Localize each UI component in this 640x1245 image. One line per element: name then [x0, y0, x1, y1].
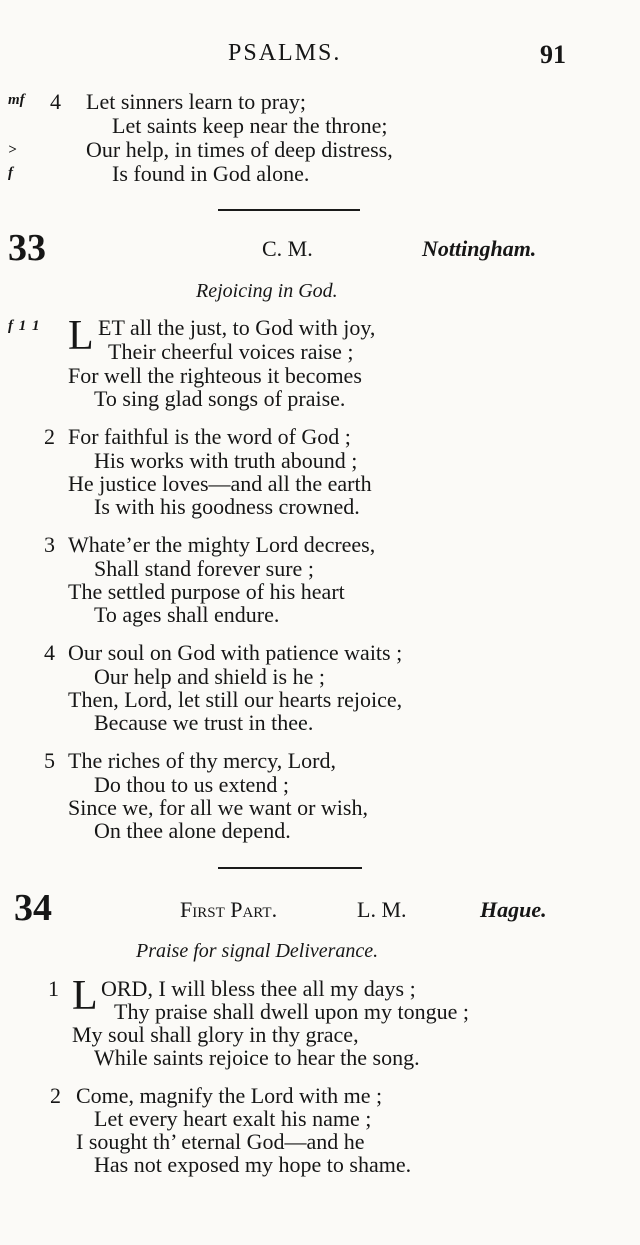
tune-name: Nottingham. — [422, 236, 537, 261]
verse-line: Our help, in times of deep distress, — [86, 137, 393, 162]
verse-number: 4 — [44, 640, 55, 665]
verse-line: While saints rejoice to hear the song. — [94, 1045, 420, 1070]
section-rule — [218, 209, 360, 211]
verse-line: He justice loves—and all the earth — [68, 471, 372, 496]
verse-line: Our soul on God with patience waits ; — [68, 640, 403, 665]
verse-line: Because we trust in thee. — [94, 710, 314, 735]
verse-line: To ages shall endure. — [94, 602, 280, 627]
verse-number: 4 — [50, 89, 61, 114]
verse-line: His works with truth abound ; — [94, 448, 358, 473]
verse-line: For faithful is the word of God ; — [68, 424, 351, 449]
dynamic-mark: > — [8, 142, 17, 158]
dynamic-mark: mf — [8, 92, 25, 108]
verse-line: Then, Lord, let still our hearts rejoice, — [68, 687, 403, 712]
drop-cap: L — [68, 313, 94, 359]
verse-number: 1 — [48, 976, 59, 1001]
verse-line: Is found in God alone. — [112, 161, 310, 186]
verse-number: 5 — [44, 748, 55, 773]
hymn-subtitle: Praise for signal Deliverance. — [136, 940, 379, 962]
verse-line: The settled purpose of his heart — [68, 579, 345, 604]
verse-line: My soul shall glory in thy grace, — [72, 1022, 359, 1047]
verse-line: Let sinners learn to pray; — [86, 89, 306, 114]
verse-line: Thy praise shall dwell upon my tongue ; — [114, 999, 469, 1024]
verse-line: Since we, for all we want or wish, — [68, 795, 368, 820]
verse-line: Do thou to us extend ; — [94, 772, 289, 797]
verse-line: Shall stand forever sure ; — [94, 556, 314, 581]
verse-line: For well the righteous it becomes — [68, 363, 362, 388]
verse-line: Come, magnify the Lord with me ; — [76, 1083, 383, 1108]
verse-line: ORD, I will bless thee all my days ; — [101, 976, 416, 1001]
dynamic-mark: f 1 1 — [8, 318, 41, 334]
verse-line: Let every heart exalt his name ; — [94, 1106, 372, 1131]
drop-cap: L — [72, 973, 98, 1019]
section-rule — [218, 867, 362, 869]
hymn-meter: C. M. — [262, 236, 313, 261]
verse-number: 2 — [50, 1083, 61, 1108]
verse-number: 2 — [44, 424, 55, 449]
running-head: PSALMS. — [228, 40, 342, 66]
verse-line: Is with his goodness crowned. — [94, 494, 360, 519]
hymn-subtitle: Rejoicing in God. — [196, 280, 338, 302]
verse-line: On thee alone depend. — [94, 818, 291, 843]
verse-number: 3 — [44, 532, 55, 557]
verse-line: I sought th’ eternal God—and he — [76, 1129, 365, 1154]
hymn-part: First Part. — [180, 897, 278, 922]
verse-line: Has not exposed my hope to shame. — [94, 1152, 412, 1177]
hymn-meter: L. M. — [357, 897, 407, 922]
verse-line: Let saints keep near the throne; — [112, 113, 388, 138]
verse-line: Their cheerful voices raise ; — [108, 339, 354, 364]
tune-name: Hague. — [480, 897, 547, 922]
hymn-number: 34 — [14, 887, 52, 929]
dynamic-mark: f — [8, 165, 13, 181]
hymn-number: 33 — [8, 227, 46, 269]
page-number: 91 — [540, 40, 566, 69]
verse-line: To sing glad songs of praise. — [94, 386, 346, 411]
verse-line: The riches of thy mercy, Lord, — [68, 748, 336, 773]
verse-line: ET all the just, to God with joy, — [98, 315, 376, 340]
verse-line: Our help and shield is he ; — [94, 664, 325, 689]
verse-line: Whate’er the mighty Lord decrees, — [68, 532, 376, 557]
